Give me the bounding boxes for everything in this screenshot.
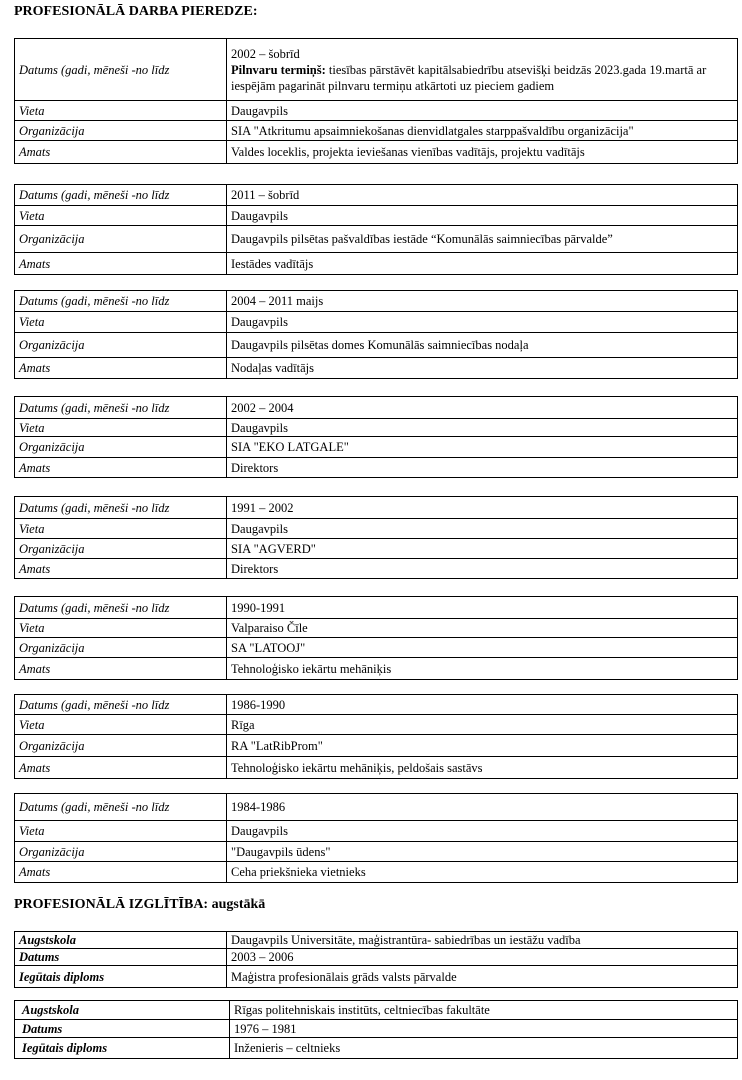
dates-label: Datums (gadi, mēneši -no līdz	[15, 185, 227, 206]
organization-value: SIA "Atkritumu apsaimniekošanas dienvidlatgales starppašvaldību organizācija"	[227, 121, 738, 141]
organization-value: SIA "AGVERD"	[227, 539, 738, 559]
dates-value: 1991 – 2002	[227, 497, 738, 519]
education-entry	[14, 1000, 738, 1059]
organization-label: Organizācija	[15, 638, 227, 658]
position-label: Amats	[15, 358, 227, 379]
place-label: Vieta	[15, 419, 227, 437]
position-value: Iestādes vadītājs	[227, 253, 738, 275]
organization-value: Daugavpils pilsētas pašvaldības iestāde “Komunālās saimniecības pārvalde”	[227, 226, 738, 253]
study-dates-value: 1976 – 1981	[230, 1020, 738, 1038]
place-value: Daugavpils	[227, 206, 738, 226]
place-label: Vieta	[15, 101, 227, 121]
dates-text: 2002 – šobrīd	[231, 46, 300, 61]
organization-label: Organizācija	[15, 735, 227, 757]
position-label: Amats	[15, 658, 227, 680]
mandate-label: Pilnvaru termiņš:	[231, 62, 326, 77]
work-entry	[14, 694, 738, 779]
organization-label: Organizācija	[15, 226, 227, 253]
dates-label: Datums (gadi, mēneši -no līdz	[15, 291, 227, 312]
place-label: Vieta	[15, 206, 227, 226]
dates-value	[227, 39, 738, 101]
school-value: Daugavpils Universitāte, maģistrantūra- sabiedrības un iestāžu vadība	[227, 932, 738, 949]
place-label: Vieta	[15, 715, 227, 735]
place-value: Daugavpils	[227, 419, 738, 437]
place-value: Daugavpils	[227, 519, 738, 539]
diploma-label: Iegūtais diploms	[15, 1038, 230, 1059]
position-value: Tehnoloģisko iekārtu mehāniķis	[227, 658, 738, 680]
diploma-value: Maģistra profesionālais grāds valsts pārvalde	[227, 966, 738, 988]
mandate-note	[231, 62, 733, 94]
work-entry	[14, 184, 738, 275]
dates-value: 2004 – 2011 maijs	[227, 291, 738, 312]
work-entry	[14, 496, 738, 579]
position-value: Valdes loceklis, projekta ieviešanas vienības vadītājs, projektu vadītājs	[227, 141, 738, 164]
dates-label: Datums (gadi, mēneši -no līdz	[15, 597, 227, 619]
organization-label: Organizācija	[15, 539, 227, 559]
place-value: Daugavpils	[227, 101, 738, 121]
dates-label: Datums (gadi, mēneši -no līdz	[15, 39, 227, 101]
education-entry	[14, 931, 738, 988]
study-dates-label: Datums	[15, 1020, 230, 1038]
dates-value: 1986-1990	[227, 695, 738, 715]
organization-value: "Daugavpils ūdens"	[227, 842, 738, 862]
place-value: Valparaiso Čīle	[227, 619, 738, 638]
work-entry	[14, 793, 738, 883]
position-value: Ceha priekšnieka vietnieks	[227, 862, 738, 883]
place-label: Vieta	[15, 519, 227, 539]
organization-value: SIA "EKO LATGALE"	[227, 437, 738, 458]
position-value: Nodaļas vadītājs	[227, 358, 738, 379]
dates-label: Datums (gadi, mēneši -no līdz	[15, 695, 227, 715]
organization-value: SA "LATOOJ"	[227, 638, 738, 658]
dates-label: Datums (gadi, mēneši -no līdz	[15, 497, 227, 519]
organization-value: RA "LatRibProm"	[227, 735, 738, 757]
organization-label: Organizācija	[15, 121, 227, 141]
work-entry	[14, 596, 738, 680]
diploma-value: Inženieris – celtnieks	[230, 1038, 738, 1059]
place-label: Vieta	[15, 619, 227, 638]
position-label: Amats	[15, 141, 227, 164]
position-value: Direktors	[227, 559, 738, 579]
place-value: Daugavpils	[227, 312, 738, 333]
study-dates-label: Datums	[15, 949, 227, 966]
organization-label: Organizācija	[15, 333, 227, 358]
dates-label: Datums (gadi, mēneši -no līdz	[15, 794, 227, 821]
dates-label: Datums (gadi, mēneši -no līdz	[15, 397, 227, 419]
place-label: Vieta	[15, 312, 227, 333]
organization-value: Daugavpils pilsētas domes Komunālās saimniecības nodaļa	[227, 333, 738, 358]
place-value: Daugavpils	[227, 821, 738, 842]
mandate-text: tiesības pārstāvēt kapitālsabiedrību atsevišķi beidzās 2023.gada 19.martā ar iespējām pagarināt pilnvaru termiņu atkārtoti uz pieciem gadiem	[231, 62, 707, 93]
place-value: Rīga	[227, 715, 738, 735]
work-entry	[14, 290, 738, 379]
position-label: Amats	[15, 862, 227, 883]
organization-label: Organizācija	[15, 437, 227, 458]
dates-value: 1984-1986	[227, 794, 738, 821]
education-heading: PROFESIONĀLĀ IZGLĪTĪBA: augstākā	[14, 897, 266, 912]
position-label: Amats	[15, 757, 227, 779]
school-label: Augstskola	[15, 932, 227, 949]
study-dates-value: 2003 – 2006	[227, 949, 738, 966]
position-value: Tehnoloģisko iekārtu mehāniķis, peldošais sastāvs	[227, 757, 738, 779]
position-value: Direktors	[227, 458, 738, 478]
position-label: Amats	[15, 253, 227, 275]
dates-value: 2002 – 2004	[227, 397, 738, 419]
position-label: Amats	[15, 559, 227, 579]
work-entry	[14, 38, 738, 164]
place-label: Vieta	[15, 821, 227, 842]
school-value: Rīgas politehniskais institūts, celtniecības fakultāte	[230, 1001, 738, 1020]
diploma-label: Iegūtais diploms	[15, 966, 227, 988]
school-label: Augstskola	[15, 1001, 230, 1020]
work-experience-heading: PROFESIONĀLĀ DARBA PIEREDZE:	[14, 4, 258, 19]
dates-value: 1990-1991	[227, 597, 738, 619]
position-label: Amats	[15, 458, 227, 478]
organization-label: Organizācija	[15, 842, 227, 862]
dates-value: 2011 – šobrīd	[227, 185, 738, 206]
work-entry	[14, 396, 738, 478]
